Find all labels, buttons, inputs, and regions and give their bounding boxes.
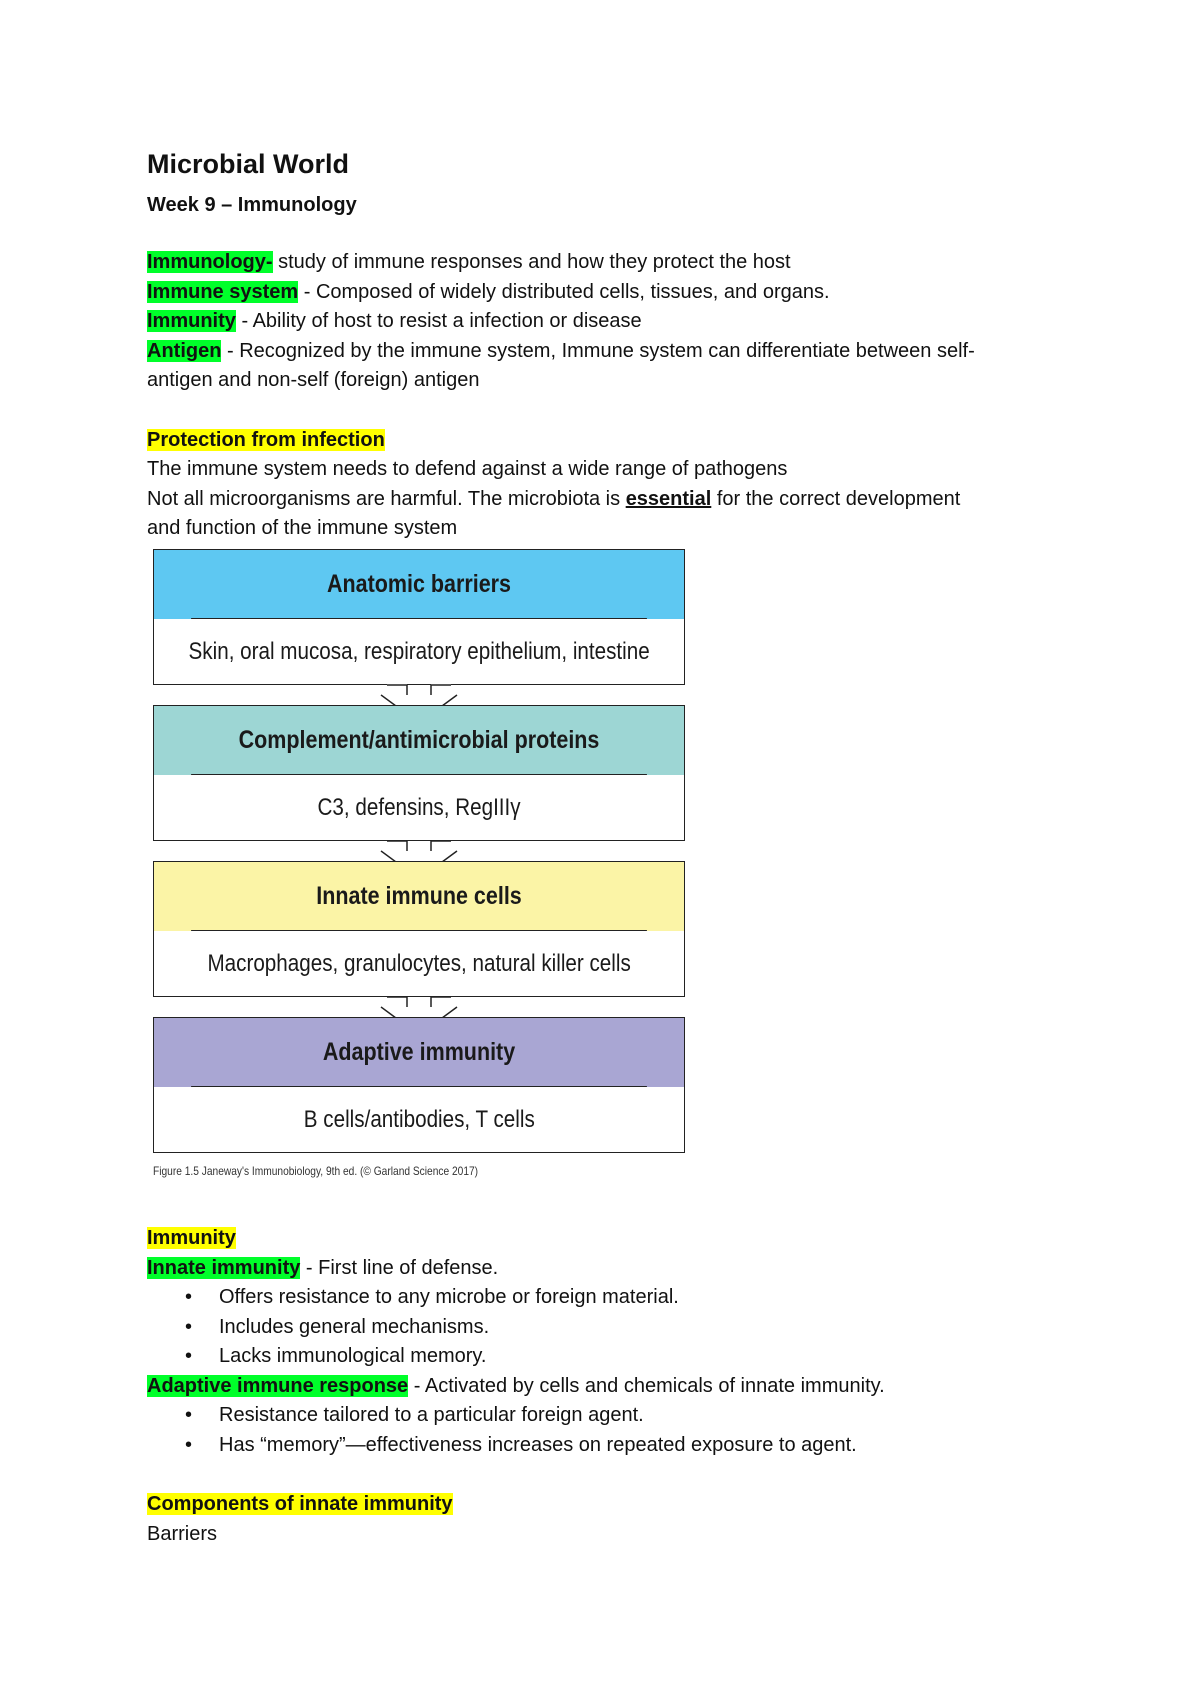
diagram-block-complement <box>153 705 685 841</box>
def-immune-system: Immune system - Composed of widely distributed cells, tissues, and organs. <box>147 280 830 303</box>
block-body: C3, defensins, RegIIIγ <box>317 793 521 821</box>
innate-bullet-list <box>147 1283 1087 1372</box>
innate-immunity-def: Innate immunity - First line of defense. <box>147 1256 499 1279</box>
term-highlight: Immunity <box>147 310 236 332</box>
diagram-block-adaptive <box>153 1017 685 1153</box>
def-antigen-cont: antigen and non-self (foreign) antigen <box>147 369 480 391</box>
term-highlight: Adaptive immune response <box>147 1374 409 1397</box>
protection-heading: Protection from infection <box>147 428 385 451</box>
block-header: Adaptive immunity <box>191 1018 647 1087</box>
block-body: Macrophages, granulocytes, natural killer cells <box>207 949 631 977</box>
list-item: • Offers resistance to any microbe or foreign material. <box>185 1283 1087 1313</box>
list-item: • Has “memory”—effectiveness increases on repeated exposure to agent. <box>185 1431 1087 1461</box>
block-body: Skin, oral mucosa, respiratory epithelium, intestine <box>188 637 650 665</box>
block-header: Innate immune cells <box>191 862 647 931</box>
emphasis-essential: essential <box>625 487 712 510</box>
adaptive-bullet-list <box>147 1401 1087 1460</box>
document-page-lower <box>147 1224 1087 1549</box>
list-item: • Resistance tailored to a particular foreign agent. <box>185 1401 1087 1431</box>
protection-line-2: Not all microorganisms are harmful. The microbiota is essential for the correct development <box>147 487 961 510</box>
doc-subtitle: Week 9 – Immunology <box>147 194 357 216</box>
protection-line-3: and function of the immune system <box>147 517 458 539</box>
list-item: • Lacks immunological memory. <box>185 1342 1087 1372</box>
components-heading: Components of innate immunity <box>147 1493 453 1515</box>
diagram-block-anatomic-barriers <box>153 549 685 685</box>
adaptive-immunity-def: Adaptive immune response - Activated by cells and chemicals of innate immunity. <box>147 1374 885 1397</box>
term-highlight: Immune system <box>147 280 299 303</box>
list-item: • Includes general mechanisms. <box>185 1313 1087 1343</box>
immunity-heading: Immunity <box>147 1227 236 1249</box>
def-immunity: Immunity - Ability of host to resist a infection or disease <box>147 310 642 332</box>
block-body: B cells/antibodies, T cells <box>303 1105 535 1133</box>
def-antigen: Antigen - Recognized by the immune system, Immune system can differentiate between self- <box>147 339 975 362</box>
protection-line-1: The immune system needs to defend against a wide range of pathogens <box>147 458 788 480</box>
term-highlight: Antigen <box>147 339 222 362</box>
def-immunology: Immunology- study of immune responses and how they protect the host <box>147 251 791 273</box>
document-page <box>147 148 1087 544</box>
doc-title: Microbial World <box>147 149 350 179</box>
diagram-block-innate-cells <box>153 861 685 997</box>
block-header: Anatomic barriers <box>191 550 647 619</box>
components-sub: Barriers <box>147 1522 218 1545</box>
term-highlight: Immunology- <box>147 251 273 273</box>
block-header: Complement/antimicrobial proteins <box>191 706 647 775</box>
figure-caption: Figure 1.5 Janeway's Immunobiology, 9th ed. (© Garland Science 2017) <box>153 1164 479 1178</box>
term-highlight: Innate immunity <box>147 1256 301 1279</box>
immune-defense-diagram <box>153 549 687 1178</box>
